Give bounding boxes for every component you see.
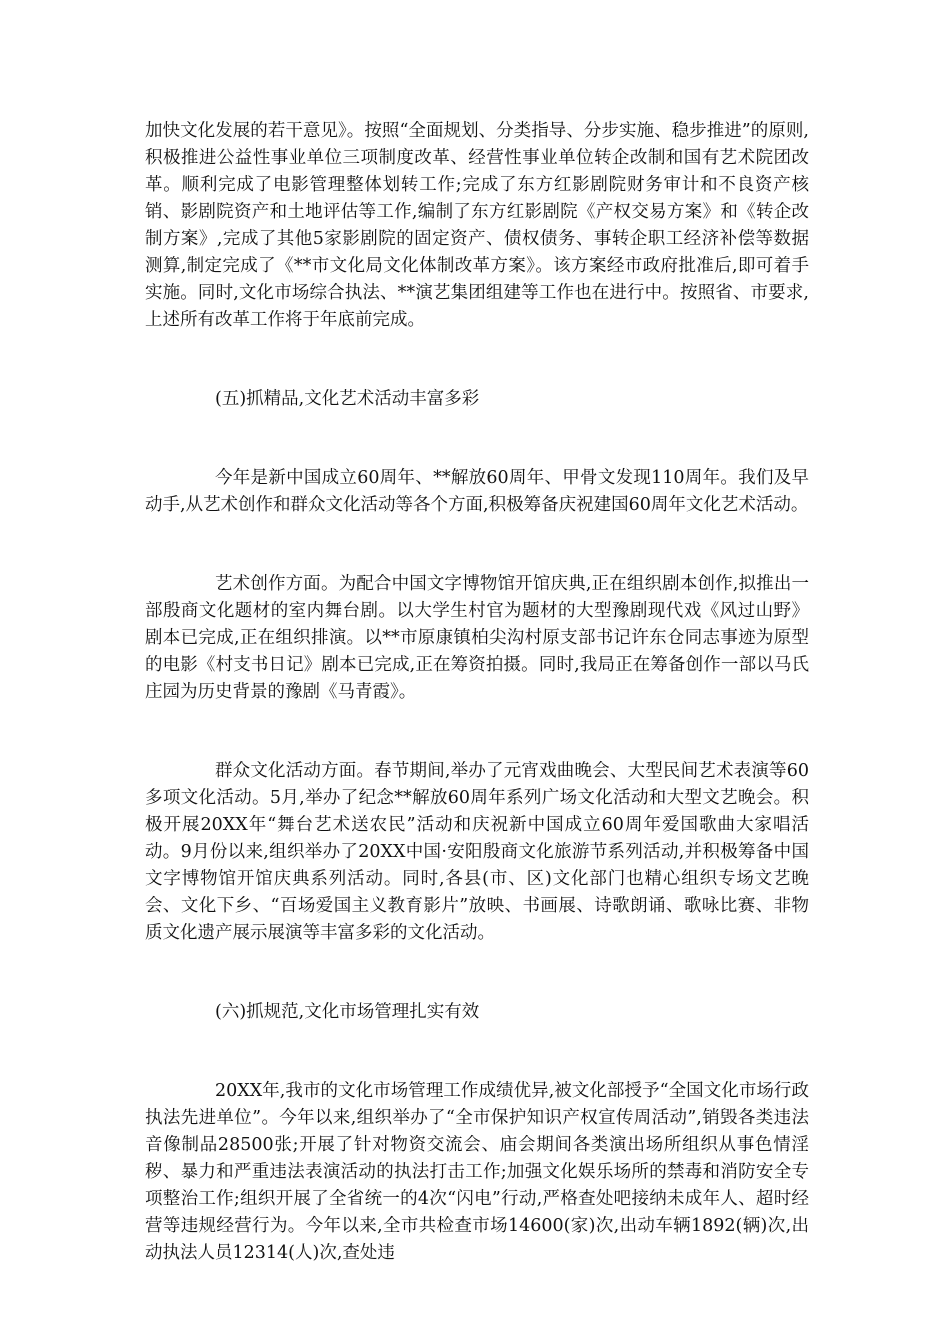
paragraph-reform-continued: 加快文化发展的若干意见》。按照“全面规划、分类指导、分步实施、稳步推进”的原则,积极推进公益性事业单位三项制度改革、经营性事业单位转企改制和国有艺术院团改革。顺利完成了电影管理整体划转工作;完成了东方红影剧院财务审计和不良资产核销、影剧院资产和土地评估等工作,编制了东方红影剧院《产权交易方案》和《转企改制方案》,完成了其他5家影剧院的固定资产、债权债务、事转企职工经济补偿等数据测算,制定完成了《**市文化局文化体制改革方案》。该方案经市政府批准后,即可着手实施。同时,文化市场综合执法、**演艺集团组建等工作也在进行中。按照省、市要求,上述所有改革工作将于年底前完成。	[145, 121, 809, 330]
paragraph-mass-culture: 群众文化活动方面。春节期间,举办了元宵戏曲晚会、大型民间艺术表演等60多项文化活动。5月,举办了纪念**解放60周年系列广场文化活动和大型文艺晚会。积极开展20XX年“舞台艺术送农民”活动和庆祝新中国成立60周年爱国歌曲大家唱活动。9月份以来,组织举办了20XX中国·安阳殷商文化旅游节系列活动,并积极筹备中国文字博物馆开馆庆典系列活动。同时,各县(市、区)文化部门也精心组织专场文艺晚会、文化下乡、“百场爱国主义教育影片”放映、书画展、诗歌朗诵、歌咏比赛、非物质文化遗产展示展演等丰富多彩的文化活动。	[145, 761, 809, 943]
paragraph-market-management: 20XX年,我市的文化市场管理工作成绩优异,被文化部授予“全国文化市场行政执法先进单位”。今年以来,组织举办了“全市保护知识产权宣传周活动”,销毁各类违法音像制品28500张;开展了针对物资交流会、庙会期间各类演出场所组织从事色情淫秽、暴力和严重违法表演活动的执法打击工作;加强文化娱乐场所的禁毒和消防安全专项整治工作;组织开展了全省统一的4次“闪电”行动,严格查处吧接纳未成年人、超时经营等违规经营行为。今年以来,全市共检查市场14600(家)次,出动车辆1892(辆)次,出动执法人员12314(人)次,查处违	[145, 1081, 809, 1263]
paragraph-art-creation: 艺术创作方面。为配合中国文字博物馆开馆庆典,正在组织剧本创作,拟推出一部殷商文化题材的室内舞台剧。以大学生村官为题材的大型豫剧现代戏《风过山野》剧本已完成,正在组织排演。以**市原康镇柏尖沟村原支部书记许东仓同志事迹为原型的电影《村支书日记》剧本已完成,正在筹资拍摄。同时,我局正在筹备创作一部以马氏庄园为历史背景的豫剧《马青霞》。	[145, 574, 809, 702]
section-heading-five: (五)抓精品,文化艺术活动丰富多彩	[215, 389, 480, 409]
document-page	[145, 118, 809, 1267]
paragraph-anniversary: 今年是新中国成立60周年、**解放60周年、甲骨文发现110周年。我们及早动手,从艺术创作和群众文化活动等各个方面,积极筹备庆祝建国60周年文化艺术活动。	[145, 468, 809, 515]
section-heading-six: (六)抓规范,文化市场管理扎实有效	[215, 1002, 480, 1022]
